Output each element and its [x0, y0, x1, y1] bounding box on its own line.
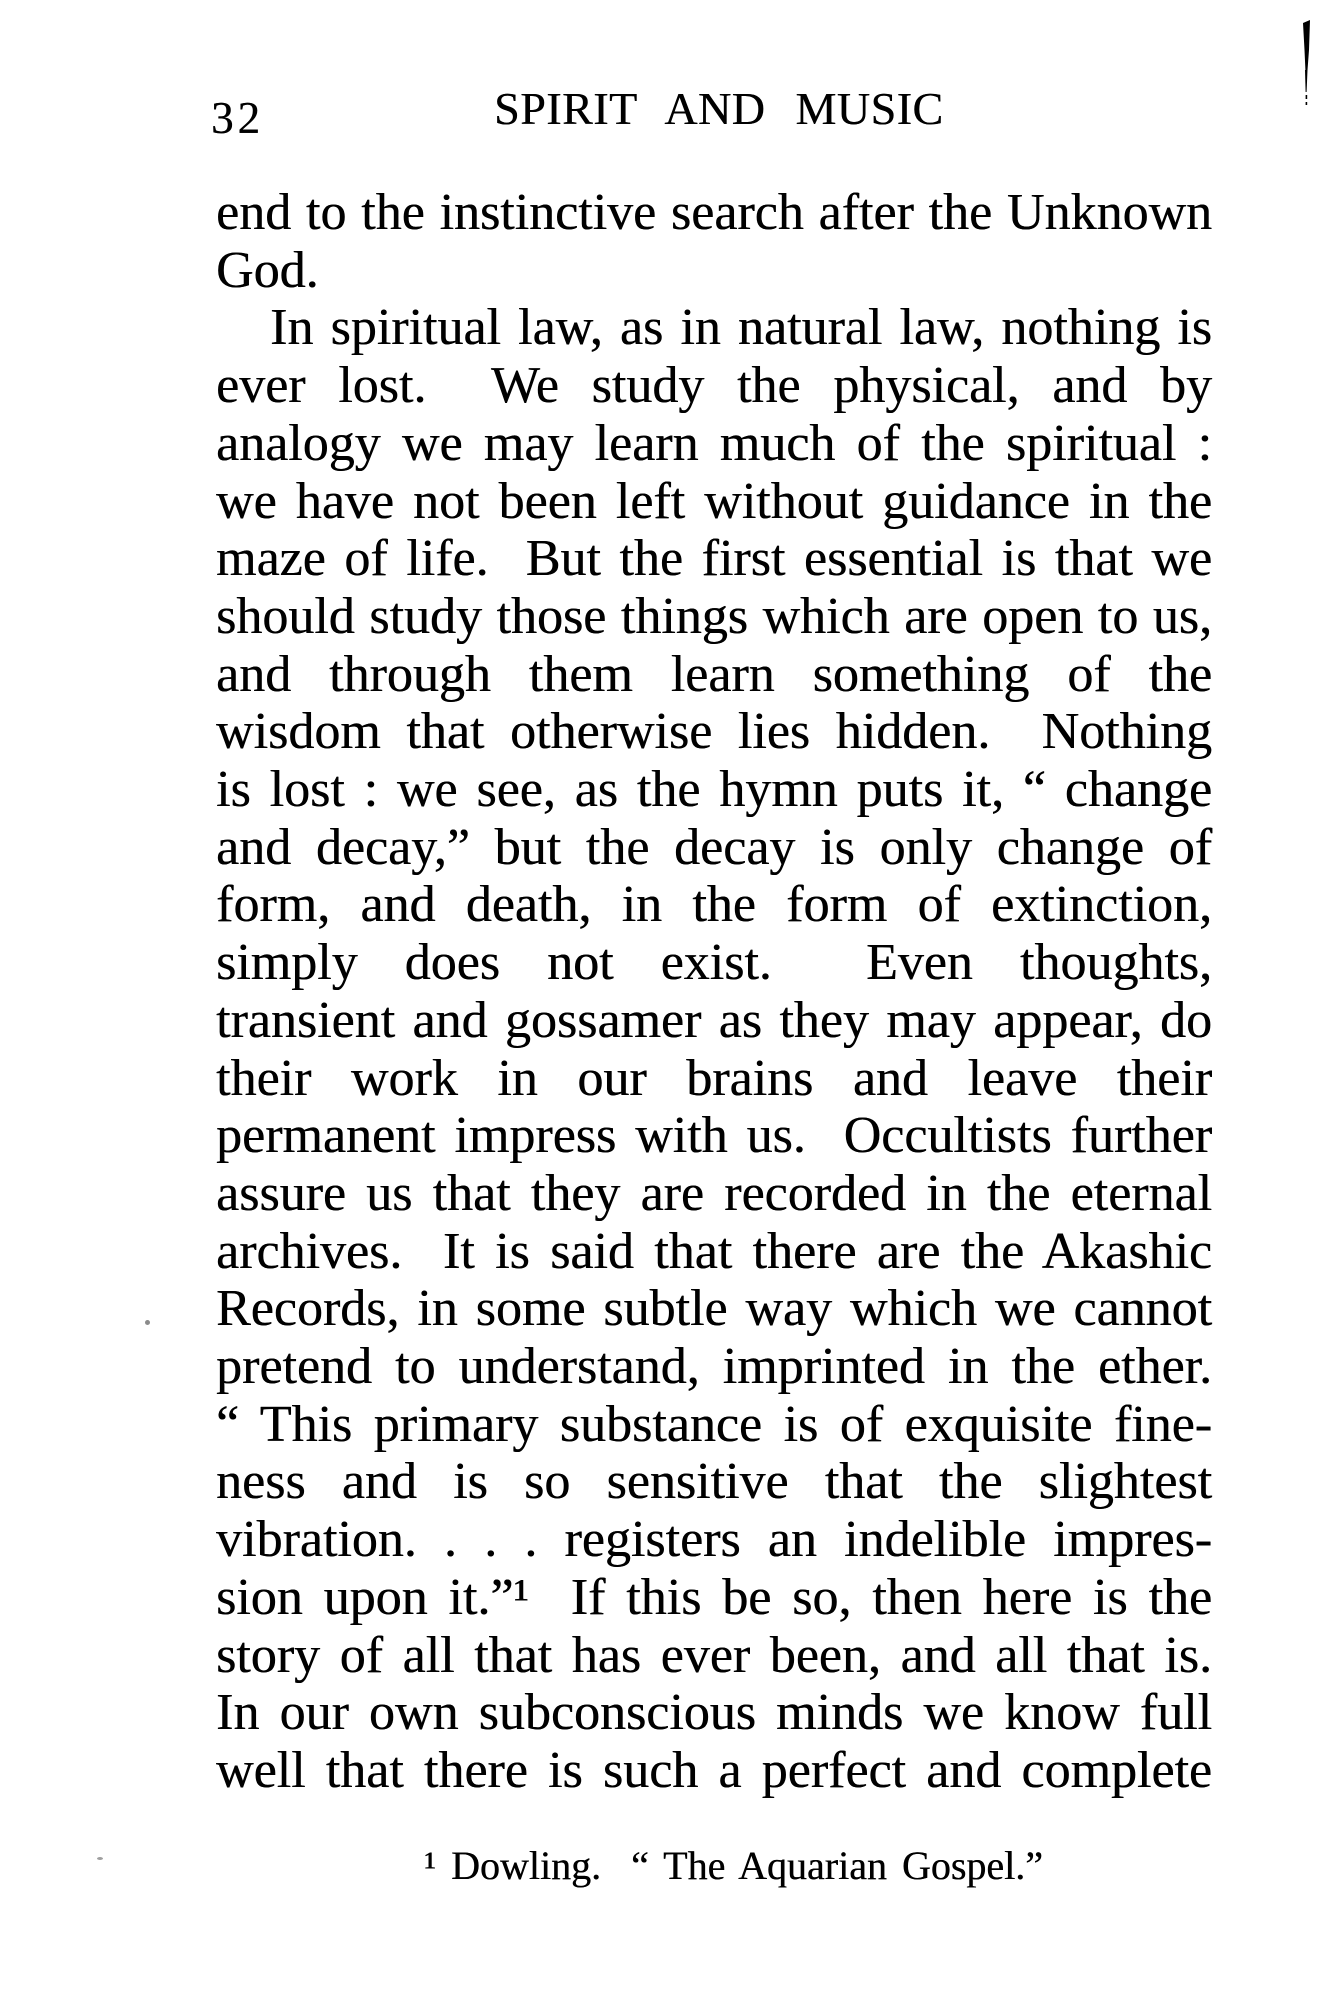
scan-speck	[145, 1320, 150, 1325]
text-line: sion upon it.”¹ If this be so, then here is the	[216, 1568, 1212, 1626]
text-line: is lost : we see, as the hymn puts it, “ change	[216, 761, 1212, 819]
text-line: God.	[216, 241, 319, 299]
text-line: analogy we may learn much of the spiritual :	[216, 414, 1212, 472]
text-line: wisdom that otherwise lies hidden. Nothing	[216, 703, 1212, 761]
text-line: well that there is such a perfect and complete	[216, 1741, 1212, 1799]
text-line: and through them learn something of the	[216, 645, 1212, 703]
footnote: ¹ Dowling. “ The Aquarian Gospel.”	[424, 1843, 1043, 1888]
text-line: In our own subconscious minds we know full	[216, 1684, 1212, 1742]
body-text-block	[216, 184, 1212, 1800]
text-line: simply does not exist. Even thoughts,	[216, 934, 1212, 992]
text-line: their work in our brains and leave their	[216, 1049, 1212, 1107]
text-line: pretend to understand, imprinted in the ether.	[216, 1338, 1212, 1396]
text-line: and decay,” but the decay is only change of	[216, 818, 1212, 876]
text-line: assure us that they are recorded in the eternal	[216, 1164, 1212, 1222]
text-line: form, and death, in the form of extinction,	[216, 876, 1212, 934]
page-number: 32	[211, 93, 264, 143]
text-line: maze of life. But the first essential is that we	[216, 530, 1212, 588]
running-header-title: SPIRIT AND MUSIC	[494, 83, 944, 134]
ink-stroke-artifact	[1298, 20, 1314, 112]
text-line: we have not been left without guidance in the	[216, 472, 1212, 530]
text-line: end to the instinctive search after the Unknown	[216, 184, 1212, 241]
text-line: In spiritual law, as in natural law, nothing is	[270, 299, 1212, 357]
text-line: ever lost. We study the physical, and by	[216, 357, 1212, 415]
text-line: transient and gossamer as they may appear, do	[216, 991, 1212, 1049]
text-line: permanent impress with us. Occultists further	[216, 1107, 1212, 1165]
text-line: “ This primary substance is of exquisite fine-	[216, 1395, 1212, 1453]
text-line: should study those things which are open to us,	[216, 587, 1212, 645]
scan-speck	[97, 1857, 103, 1860]
text-line: archives. It is said that there are the Akashic	[216, 1222, 1212, 1280]
text-line: story of all that has ever been, and all that is.	[216, 1626, 1212, 1684]
text-line: ness and is so sensitive that the slightest	[216, 1453, 1212, 1511]
text-line: vibration. . . . registers an indelible impres-	[216, 1511, 1212, 1569]
text-line: Records, in some subtle way which we cannot	[216, 1280, 1212, 1338]
